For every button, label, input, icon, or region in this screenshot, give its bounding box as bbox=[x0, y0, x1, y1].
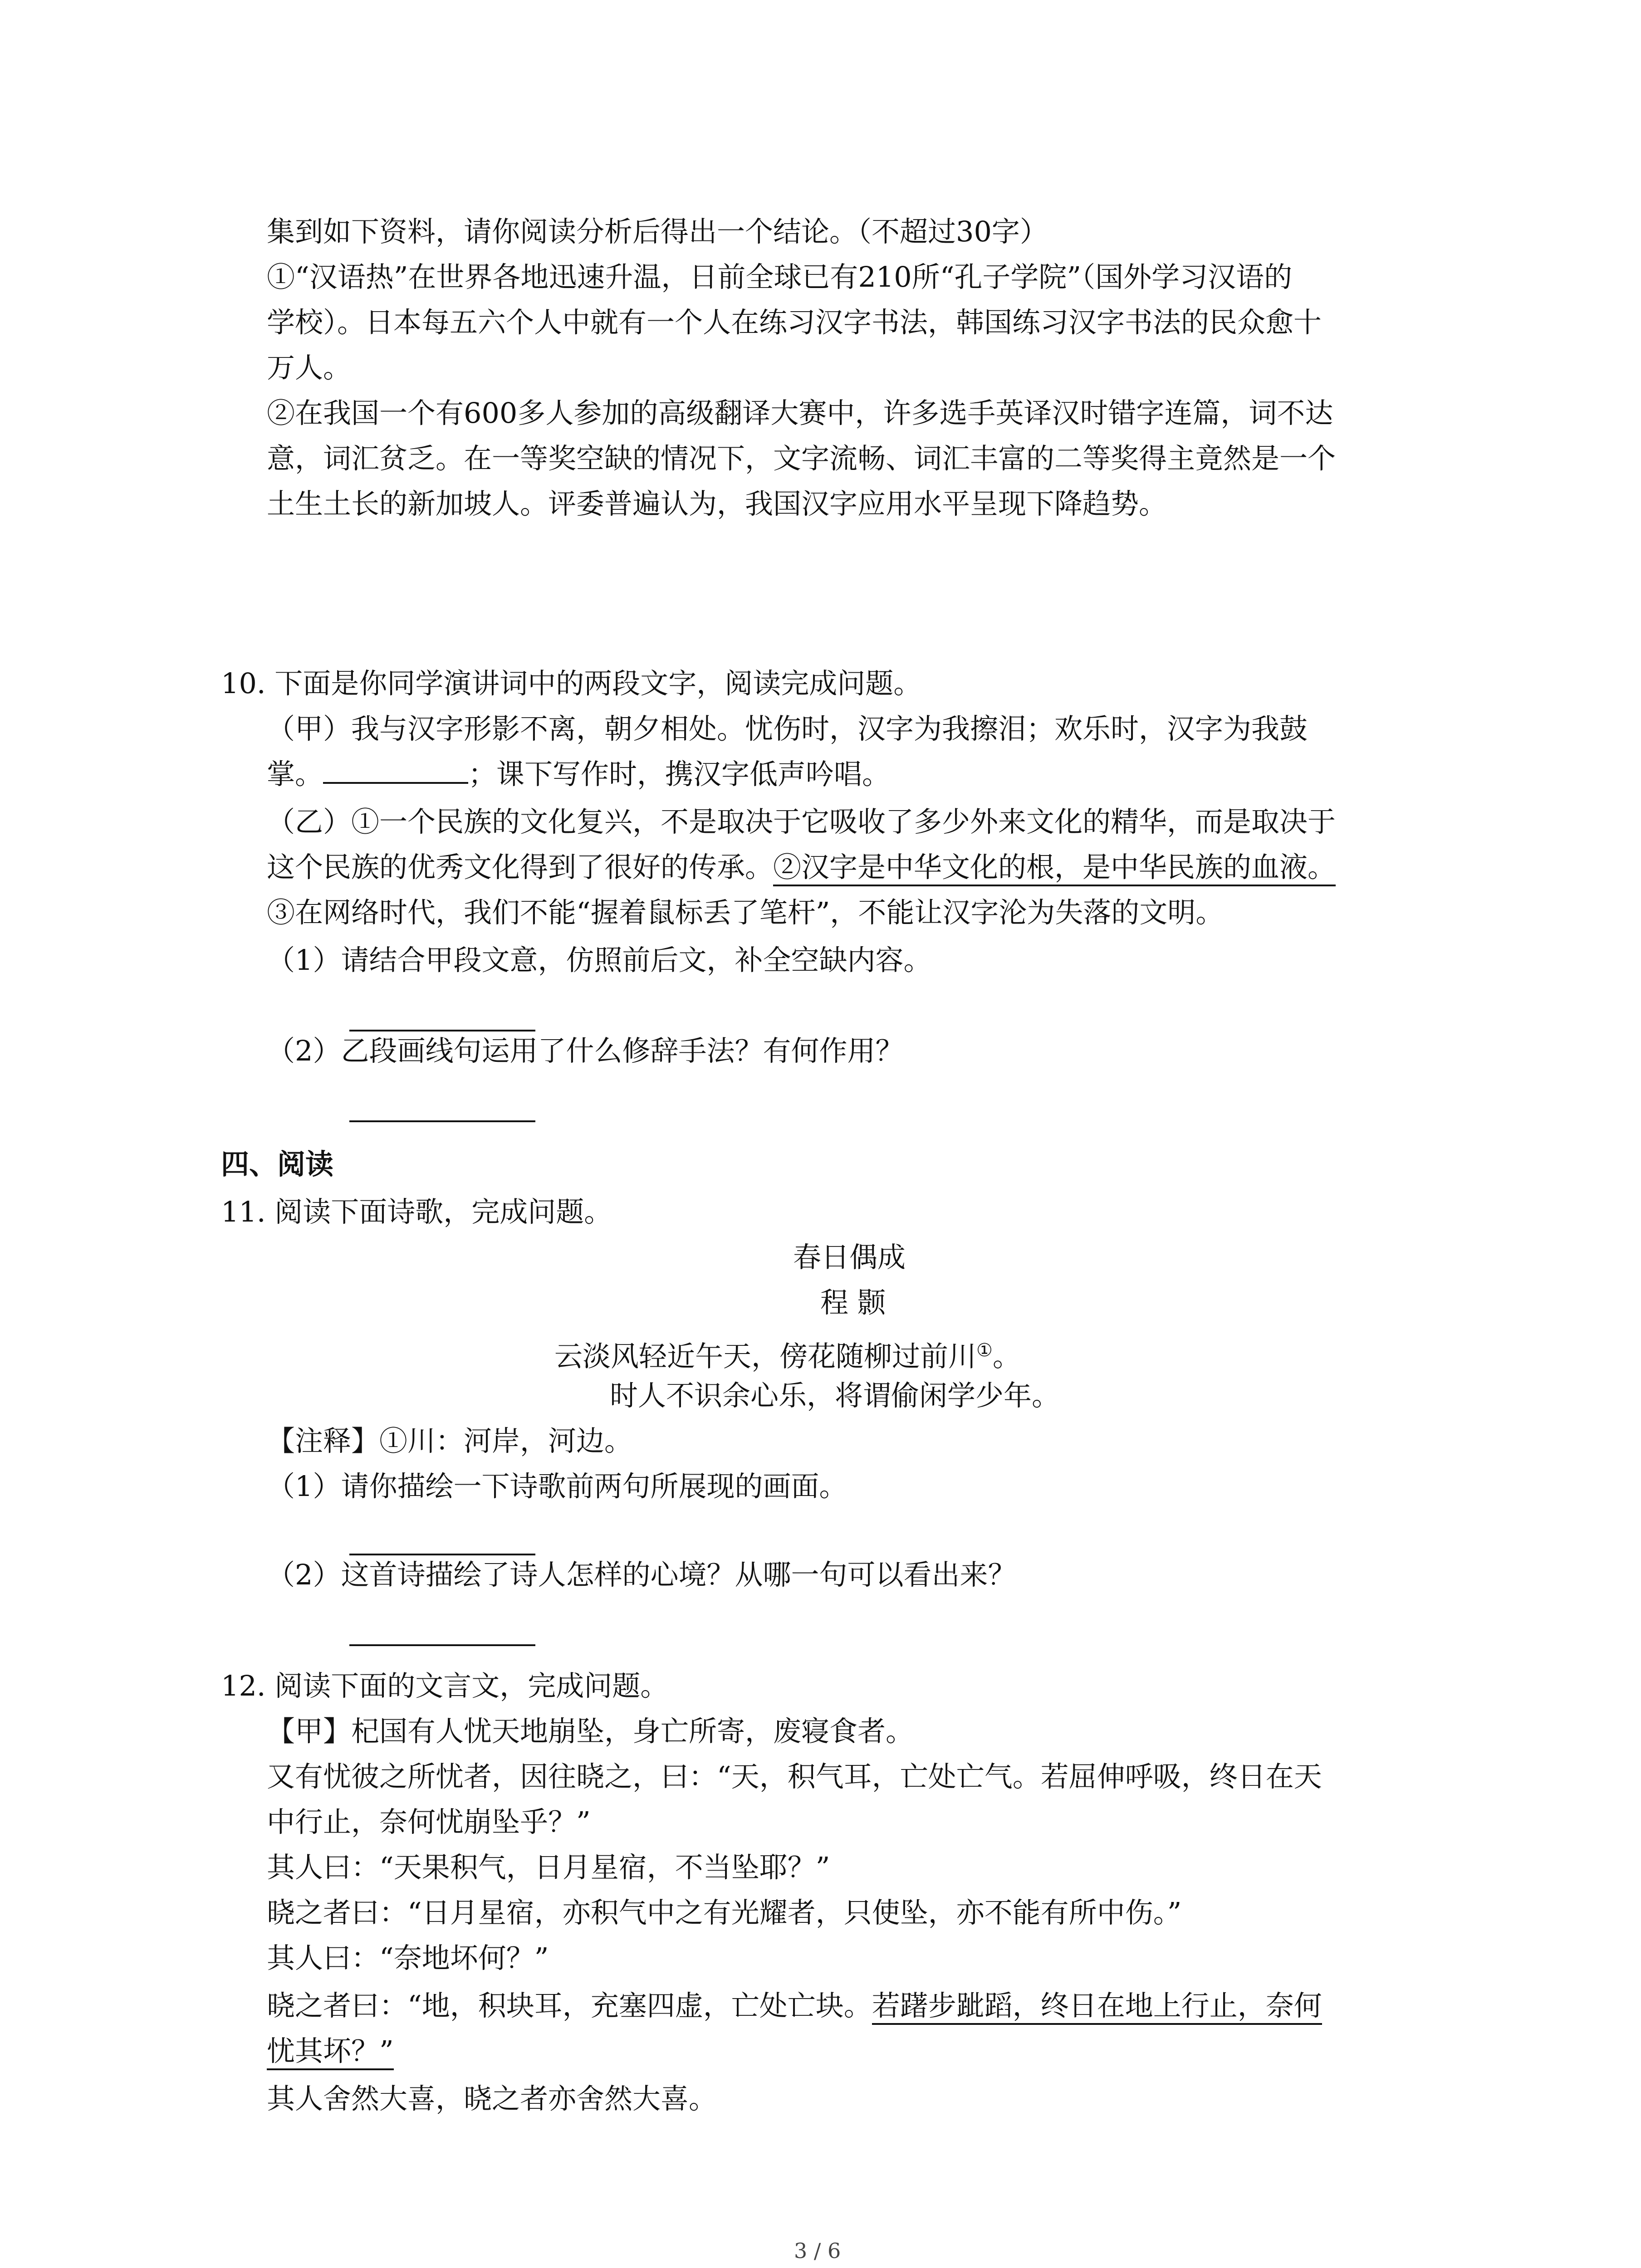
q10-jia-line bbox=[267, 753, 890, 796]
answer-line[interactable] bbox=[349, 1644, 535, 1646]
footnote-marker: ① bbox=[976, 1340, 993, 1361]
page-number: 3 / 6 bbox=[794, 2239, 841, 2263]
poem-title: 春日偶成 bbox=[793, 1241, 906, 1274]
classical-text: 晓之者曰：“地，积块耳，充塞四虚，亡处亡块。 bbox=[267, 1989, 872, 2022]
q10-yi-line: ③在网络时代，我们不能“握着鼠标丢了笔杆”，不能让汉字沦为失落的文明。 bbox=[267, 896, 1224, 929]
q10-yi-text: 这个民族的优秀文化得到了很好的传承。 bbox=[267, 850, 774, 884]
intro-line: 意，词汇贫乏。在一等奖空缺的情况下，文字流畅、词汇丰富的二等奖得主竟然是一个 bbox=[267, 442, 1336, 475]
intro-line: 土生土长的新加坡人。评委普遍认为，我国汉字应用水平呈现下降趋势。 bbox=[267, 487, 1167, 520]
poem-text: 云淡风轻近午天，傍花随柳过前川 bbox=[554, 1339, 977, 1373]
classical-text-line bbox=[267, 1984, 1322, 2027]
q10-sub-question: （1）请结合甲段文意，仿照前后文，补全空缺内容。 bbox=[267, 943, 932, 977]
q10-yi-line: （乙）①一个民族的文化复兴，不是取决于它吸收了多少外来文化的精华，而是取决于 bbox=[267, 805, 1336, 838]
q10-jia-text: 掌。 bbox=[267, 758, 323, 791]
q10-yi-line bbox=[267, 846, 1336, 889]
classical-text-line: 中行止，奈何忧崩坠乎？” bbox=[267, 1805, 591, 1838]
q11-sub-question: （2）这首诗描绘了诗人怎样的心境？从哪一句可以看出来？ bbox=[267, 1558, 1016, 1591]
q10-jia-line: （甲）我与汉字形影不离，朝夕相处。忧伤时，汉字为我擦泪；欢乐时，汉字为我鼓 bbox=[267, 712, 1308, 745]
classical-text-line: 晓之者曰：“日月星宿，亦积气中之有光耀者，只使坠，亦不能有所中伤。” bbox=[267, 1896, 1182, 1929]
poem-author: 程 颢 bbox=[820, 1286, 886, 1319]
classical-text-line: 其人曰：“奈地坏何？” bbox=[267, 1941, 549, 1975]
classical-text-line: 又有忧彼之所忧者，因往晓之，曰：“天，积气耳，亡处亡气。若屈伸呼吸，终日在天 bbox=[267, 1760, 1322, 1793]
question-10-stem: 10. 下面是你同学演讲词中的两段文字，阅读完成问题。 bbox=[221, 667, 922, 700]
q10-jia-text: ；课下写作时，携汉字低声吟唱。 bbox=[468, 758, 891, 791]
classical-text-line: 其人曰：“天果积气，日月星宿，不当坠耶？” bbox=[267, 1851, 830, 1884]
poem-line: 时人不识余心乐，将谓偷闲学少年。 bbox=[610, 1379, 1060, 1412]
intro-line: 集到如下资料，请你阅读分析后得出一个结论。（不超过30字） bbox=[267, 215, 1048, 248]
poem-text: 。 bbox=[992, 1339, 1021, 1373]
intro-line: 学校）。日本每五六个人中就有一个人在练习汉字书法，韩国练习汉字书法的民众愈十 bbox=[267, 306, 1322, 339]
classical-text-line bbox=[267, 2030, 394, 2072]
q10-sub-question: （2）乙段画线句运用了什么修辞手法？有何作用？ bbox=[267, 1034, 904, 1067]
underlined-sentence: 忧其坏？” bbox=[267, 2034, 394, 2070]
intro-line: ②在我国一个有600多人参加的高级翻译大赛中，许多选手英译汉时错字连篇，词不达 bbox=[267, 396, 1333, 430]
intro-line: 万人。 bbox=[267, 351, 352, 384]
fill-blank[interactable] bbox=[323, 755, 468, 784]
poem-note: 【注释】①川：河岸，河边。 bbox=[267, 1424, 633, 1457]
question-11-stem: 11. 阅读下面诗歌，完成问题。 bbox=[221, 1195, 612, 1228]
poem-line bbox=[554, 1329, 1021, 1378]
answer-line[interactable] bbox=[349, 1120, 535, 1122]
q11-sub-question: （1）请你描绘一下诗歌前两句所展现的画面。 bbox=[267, 1470, 847, 1503]
underlined-sentence: ②汉字是中华文化的根，是中华民族的血液。 bbox=[773, 850, 1336, 886]
question-12-stem: 12. 阅读下面的文言文，完成问题。 bbox=[221, 1669, 669, 1702]
classical-text-line: 其人舍然大喜，晓之者亦舍然大喜。 bbox=[267, 2082, 717, 2115]
classical-text-line: 【甲】杞国有人忧天地崩坠，身亡所寄，废寝食者。 bbox=[267, 1715, 914, 1748]
underlined-sentence: 若躇步跐蹈，终日在地上行止，奈何 bbox=[872, 1989, 1322, 2025]
section-heading: 四、阅读 bbox=[221, 1148, 334, 1181]
intro-line: ①“汉语热”在世界各地迅速升温，日前全球已有210所“孔子学院”（国外学习汉语的 bbox=[267, 260, 1293, 293]
